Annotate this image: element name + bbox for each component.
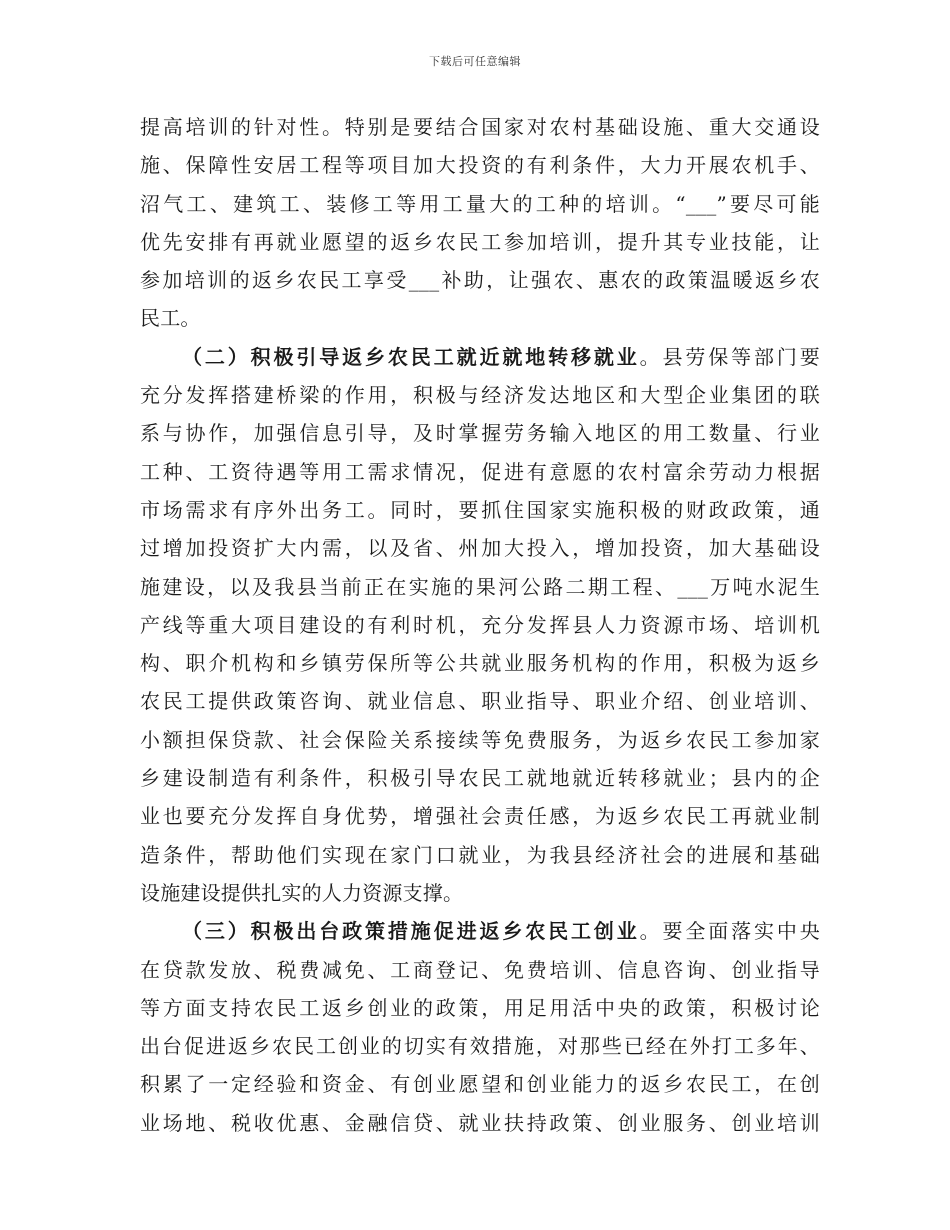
text-line: 等方面支持农民工返乡创业的政策，用足用活中央的政策，积极讨论 — [140, 995, 820, 1020]
text-line: 小额担保贷款、社会保险关系接续等免费服务，为返乡农民工参加家 — [140, 727, 820, 752]
section-heading: （二）积极引导返乡农民工就近就地转移就业 — [182, 344, 640, 369]
text-line: 出台促进返乡农民工创业的切实有效措施，对那些已经在外打工多年、 — [140, 1034, 820, 1059]
text-line: 提高培训的针对性。特别是要结合国家对农村基础设施、重大交通设 — [140, 115, 820, 139]
text-line: 业也要充分发挥自身优势，增强社会责任感，为返乡农民工再就业制 — [140, 804, 820, 829]
heading-followup-text: 。县劳保等部门要 — [639, 344, 820, 369]
text-line: 设施建设提供扎实的人力资源支撑。 — [140, 880, 464, 905]
text-line: 参加培训的返乡农民工享受___补助，让强农、惠农的政策温暖返乡农 — [140, 268, 820, 293]
page-header-note: 下载后可任意编辑 — [429, 55, 521, 68]
text-line: 在贷款发放、税费减免、工商登记、免费培训、信息咨询、创业指导 — [140, 957, 820, 982]
paragraph-local-employment — [140, 338, 820, 912]
paragraph-first-line — [140, 338, 820, 376]
text-line: 过增加投资扩大内需，以及省、州加大投入，增加投资，加大基础设 — [140, 536, 820, 561]
text-line: 积累了一定经验和资金、有创业愿望和创业能力的返乡农民工，在创 — [140, 1072, 820, 1097]
text-line: 民工。 — [140, 306, 201, 331]
heading-followup-text: 。要全面落实中央 — [639, 919, 820, 944]
text-line: 优先安排有再就业愿望的返乡农民工参加培训，提升其专业技能，让 — [140, 229, 820, 254]
text-line: 工种、工资待遇等用工需求情况，促进有意愿的农村富余劳动力根据 — [140, 459, 820, 484]
text-line: 造条件，帮助他们实现在家门口就业，为我县经济社会的进展和基础 — [140, 842, 820, 867]
text-line: 市场需求有序外出务工。同时，要抓住国家实施积极的财政政策，通 — [140, 497, 820, 522]
text-line: 构、职介机构和乡镇劳保所等公共就业服务机构的作用，积极为返乡 — [140, 651, 820, 676]
section-heading: （三）积极出台政策措施促进返乡农民工创业 — [182, 919, 640, 944]
text-line: 施、保障性安居工程等项目加大投资的有利条件，大力开展农机手、 — [140, 153, 820, 178]
paragraph-entrepreneurship — [140, 912, 820, 1142]
text-line: 充分发挥搭建桥梁的作用，积极与经济发达地区和大型企业集团的联 — [140, 383, 820, 408]
text-line: 农民工提供政策咨询、就业信息、职业指导、职业介绍、创业培训、 — [140, 689, 820, 714]
text-line: 施建设，以及我县当前正在实施的果河公路二期工程、___万吨水泥生 — [140, 574, 820, 599]
text-line: 产线等重大项目建设的有利时机，充分发挥县人力资源市场、培训机 — [140, 612, 820, 637]
text-line: 业场地、税收优惠、金融信贷、就业扶持政策、创业服务、创业培训 — [140, 1110, 820, 1135]
paragraph-first-line — [140, 912, 820, 950]
text-line: 乡建设制造有利条件，积极引导农民工就地就近转移就业；县内的企 — [140, 766, 820, 791]
text-line: 系与协作，加强信息引导，及时掌握劳务输入地区的用工数量、行业 — [140, 421, 820, 446]
text-line: 沼气工、建筑工、装修工等用工量大的工种的培训。“___”要尽可能 — [140, 191, 820, 216]
paragraph-training — [140, 108, 820, 338]
document-body — [140, 108, 820, 1142]
